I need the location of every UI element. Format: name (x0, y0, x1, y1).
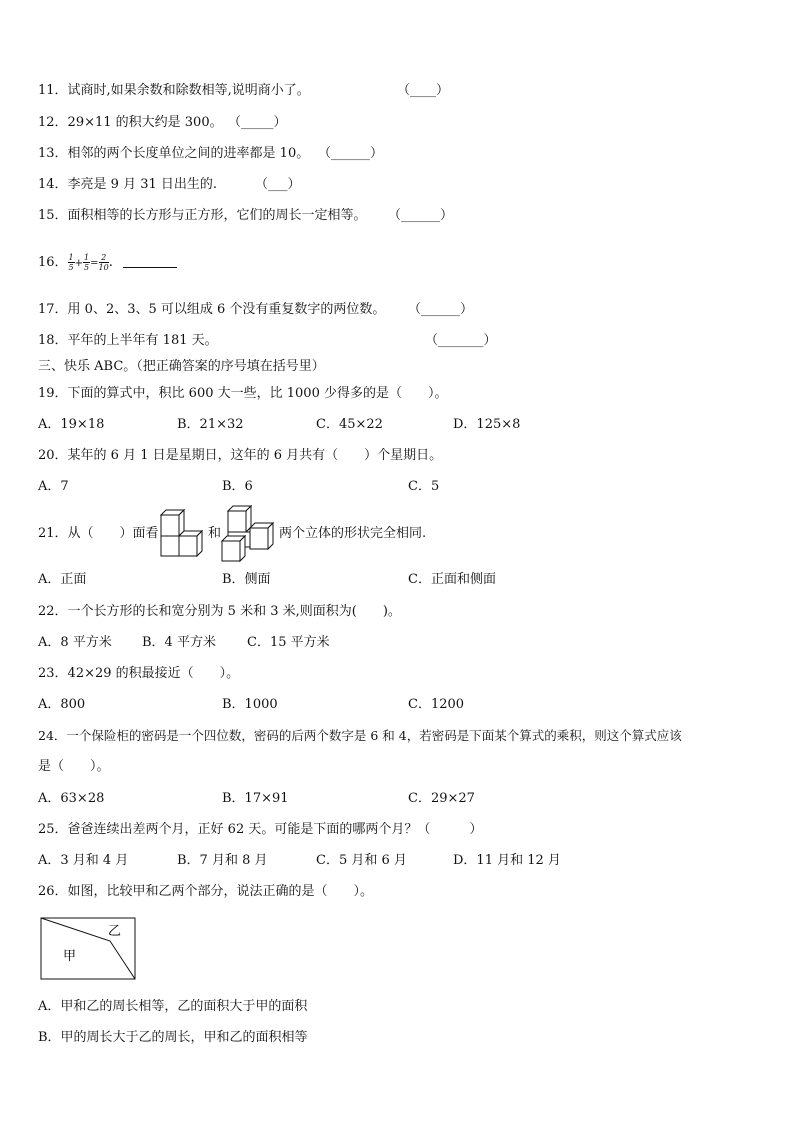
q21-solid-2-figure (220, 503, 278, 563)
q21-suffix: 两个立体的形状完全相同. (279, 526, 427, 541)
q20-option-b[interactable]: B．6 (222, 479, 253, 494)
q24-option-b[interactable]: B．17×91 (222, 791, 289, 806)
q23-text: 23．42×29 的积最接近（ ）。 (38, 666, 240, 681)
q16-dot: . (108, 255, 113, 270)
q21-option-a[interactable]: A．正面 (38, 572, 87, 587)
q24-text-line2: 是（ ）。 (38, 759, 110, 774)
q24-option-a[interactable]: A．63×28 (38, 791, 105, 806)
q16-fraction-2: $\frac{1}{5}$ (84, 253, 90, 272)
q21-middle: 和 (208, 526, 222, 541)
q16-fraction-1: $\frac{1}{5}$ (68, 253, 74, 272)
section3-title: 三、快乐 ABC。（把正确答案的序号填在括号里） (38, 359, 325, 374)
q15-text: 15．面积相等的长方形与正方形，它们的周长一定相等。 (38, 208, 367, 223)
q22-option-b[interactable]: B．4 平方米 (142, 635, 216, 650)
q19-option-d[interactable]: D．125×8 (453, 417, 521, 432)
q23-option-b[interactable]: B．1000 (222, 697, 278, 712)
q21-option-c[interactable]: C．正面和侧面 (408, 572, 496, 587)
q16-plus: + (74, 258, 84, 269)
q25-text: 25．爸爸连续出差两个月，正好 62 天。可能是下面的哪两个月？（ ） (38, 822, 483, 837)
q19-option-a[interactable]: A．19×18 (38, 417, 105, 432)
q26-figure (40, 917, 137, 981)
q12-answer-paren[interactable]: （_____） (228, 115, 287, 130)
q16-fraction-3: $\frac{2}{10}$ (98, 253, 109, 272)
q25-option-c[interactable]: C．5 月和 6 月 (316, 853, 407, 868)
q16-expression (38, 252, 177, 275)
q13-text: 13．相邻的两个长度单位之间的进率都是 10。 (38, 146, 310, 161)
q12-text: 12．29×11 的积大约是 300。 (38, 115, 223, 130)
q26-text: 26．如图，比较甲和乙两个部分，说法正确的是（ ）。 (38, 884, 374, 899)
q26-option-b[interactable]: B．甲的周长大于乙的周长，甲和乙的面积相等 (38, 1030, 308, 1045)
q21-solid-1-figure (155, 507, 207, 557)
q17-answer-paren[interactable]: （______） (408, 302, 474, 317)
q16-equals: = (90, 258, 99, 269)
q14-text: 14．李亮是 9 月 31 日出生的. (38, 177, 218, 192)
q26-label-yi: 乙 (108, 924, 122, 939)
q23-option-c[interactable]: C．1200 (408, 697, 465, 712)
q11-answer-paren[interactable]: （____） (397, 83, 450, 98)
q14-answer-paren[interactable]: （___） (255, 177, 301, 192)
q24-option-c[interactable]: C．29×27 (408, 791, 475, 806)
q16-answer-blank[interactable] (123, 255, 177, 268)
q20-text: 20．某年的 6 月 1 日是星期日，这年的 6 月共有（ ）个星期日。 (38, 448, 443, 463)
q17-text: 17．用 0、2、3、5 可以组成 6 个没有重复数字的两位数。 (38, 302, 386, 317)
q16-label: 16． (38, 255, 68, 270)
q25-option-a[interactable]: A．3 月和 4 月 (38, 853, 129, 868)
q18-text: 18．平年的上半年有 181 天。 (38, 333, 218, 348)
q22-option-c[interactable]: C．15 平方米 (247, 635, 330, 650)
q19-text: 19．下面的算式中，积比 600 大一些，比 1000 少得多的是（ ）。 (38, 386, 448, 401)
q20-option-c[interactable]: C．5 (408, 479, 440, 494)
q13-answer-paren[interactable]: （______） (318, 146, 384, 161)
q19-option-b[interactable]: B．21×32 (177, 417, 244, 432)
q26-label-jia: 甲 (63, 949, 77, 964)
q25-option-d[interactable]: D．11 月和 12 月 (453, 853, 561, 868)
q22-option-a[interactable]: A．8 平方米 (38, 635, 112, 650)
q21-prefix: 21．从（ ）面看 (38, 526, 159, 541)
q18-answer-paren[interactable]: （_______） (425, 333, 497, 348)
q26-option-a[interactable]: A．甲和乙的周长相等，乙的面积大于甲的面积 (38, 999, 308, 1014)
q11-text: 11．试商时,如果余数和除数相等,说明商小了。 (38, 83, 310, 98)
q22-text: 22．一个长方形的长和宽分别为 5 米和 3 米,则面积为( )。 (38, 604, 401, 619)
q24-text-line1: 24．一个保险柜的密码是一个四位数，密码的后两个数字是 6 和 4，若密码是下面某个算式的乘积，则这个算式应该 (38, 728, 682, 743)
q19-option-c[interactable]: C．45×22 (316, 417, 383, 432)
q20-option-a[interactable]: A．7 (38, 479, 69, 494)
q15-answer-paren[interactable]: （______） (388, 208, 454, 223)
q21-option-b[interactable]: B．侧面 (222, 572, 271, 587)
q23-option-a[interactable]: A．800 (38, 697, 86, 712)
q25-option-b[interactable]: B．7 月和 8 月 (177, 853, 268, 868)
